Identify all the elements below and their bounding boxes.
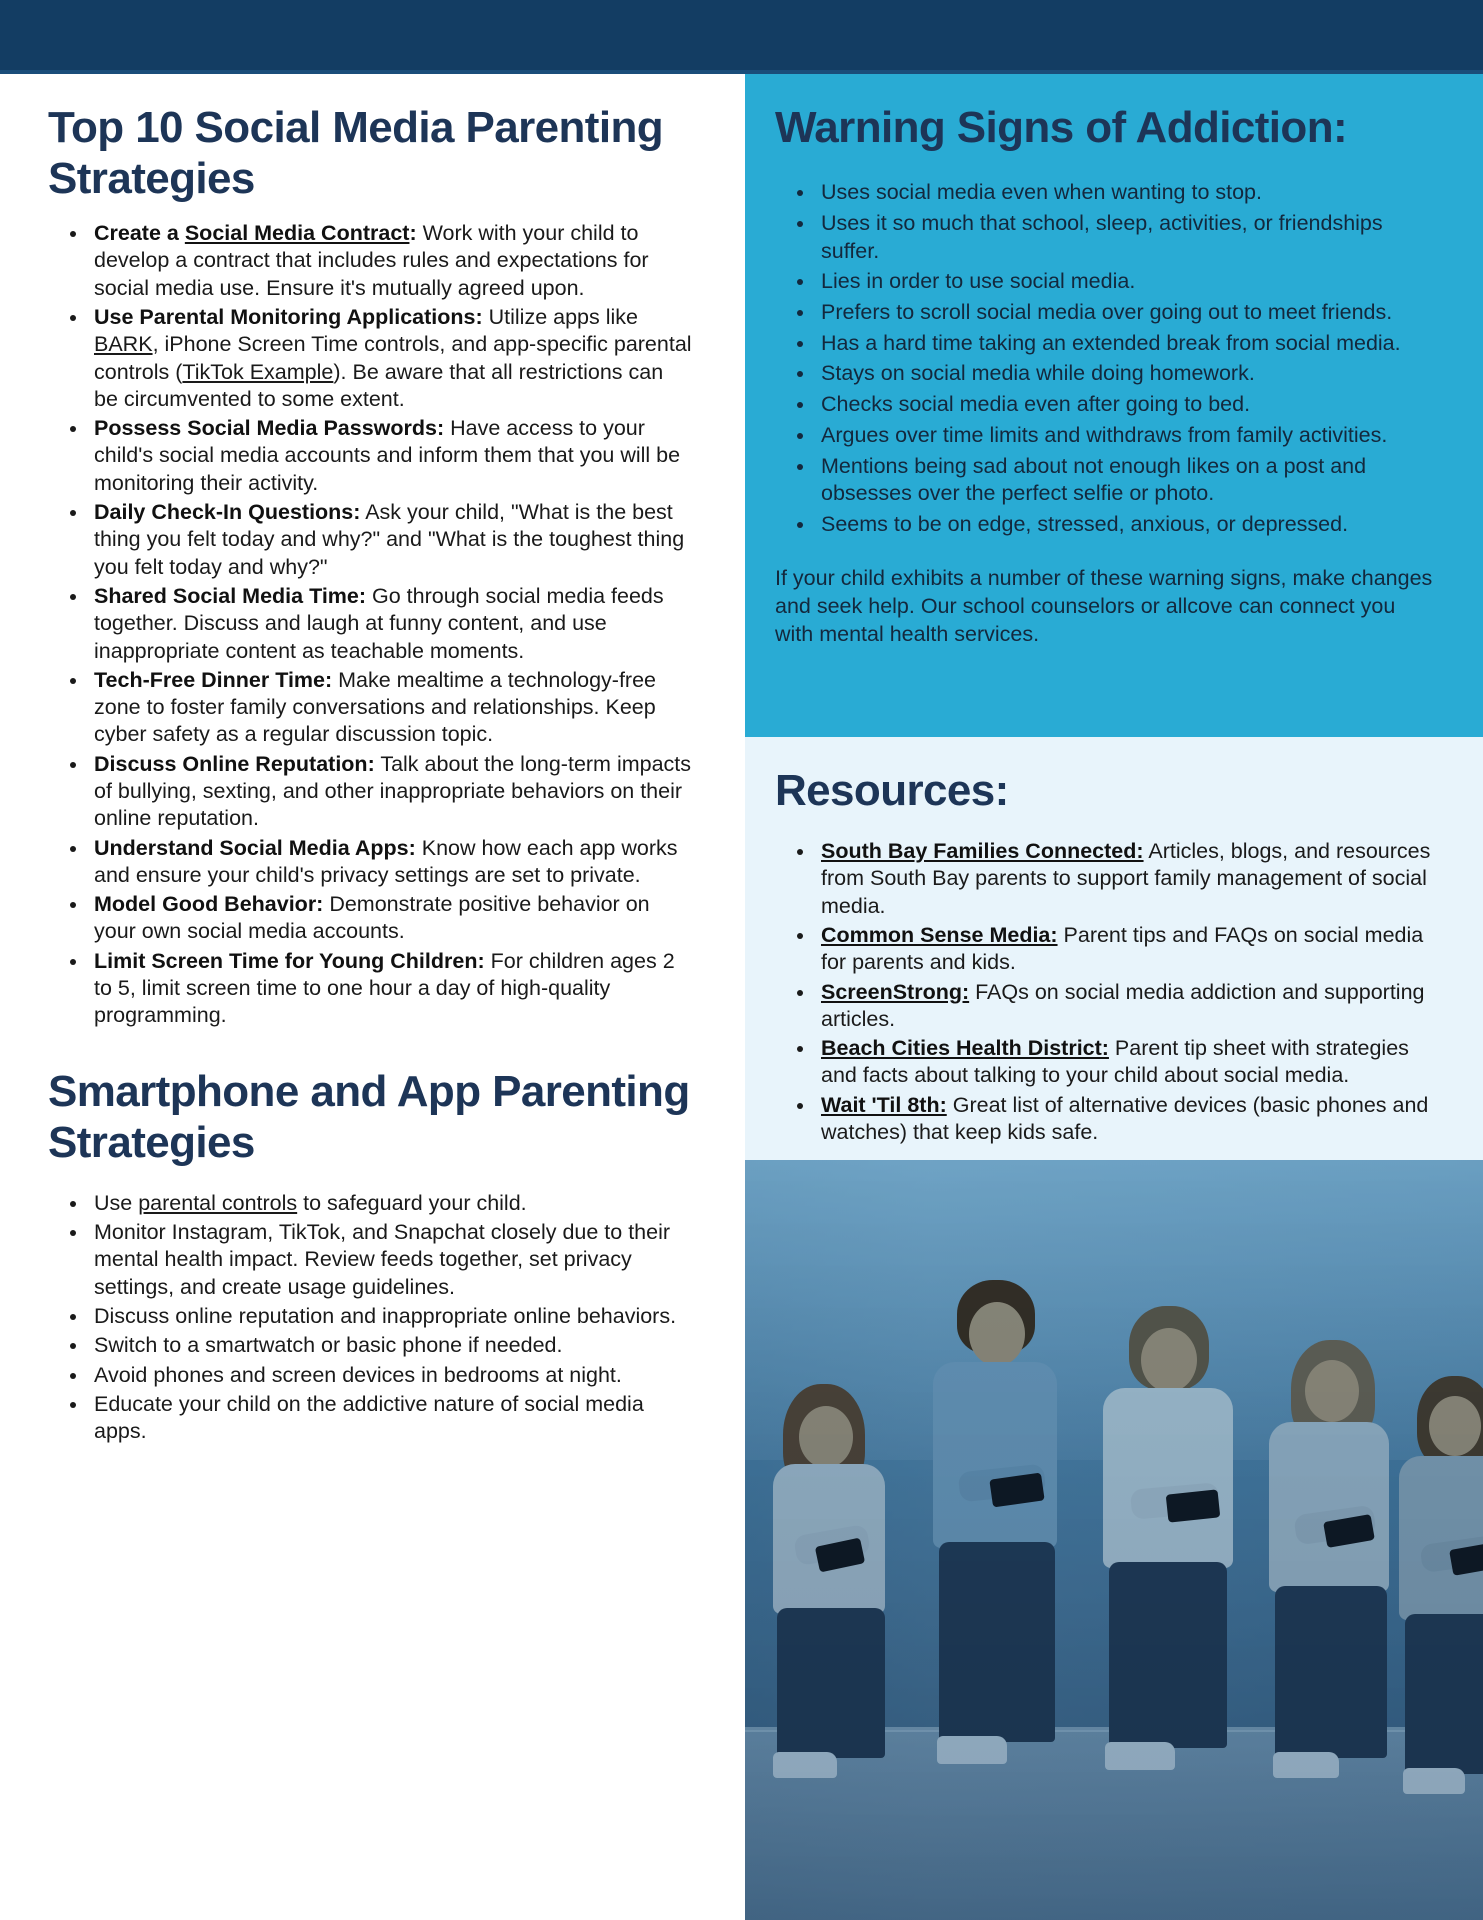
resources-panel	[745, 737, 1483, 1160]
warning-signs-note: If your child exhibits a number of these warning signs, make changes and seek help. Our school counselors or allcove can connect you with mental health services.	[775, 565, 1433, 646]
page-title-smartphone: Smartphone and App Parenting Strategies	[48, 1066, 690, 1167]
strategy-label: Understand Social Media Apps:	[94, 835, 416, 860]
tip-text: Use	[94, 1190, 139, 1215]
bark-link[interactable]: BARK	[94, 332, 153, 357]
parental-controls-link[interactable]: parental controls	[138, 1190, 298, 1215]
list-item	[819, 1035, 1439, 1090]
list-item: Uses it so much that school, sleep, activities, or friendships suffer.	[819, 210, 1439, 265]
list-item	[819, 838, 1439, 920]
tip-text: Discuss online reputation and inappropriate online behaviors.	[94, 1303, 677, 1328]
top-10-strategies-list	[48, 220, 693, 1030]
resources-heading: Resources:	[775, 766, 1009, 815]
strategy-text: Make mealtime a technology-free zone to foster family conversations and relationships. Keep cyber safety as a regular discussion topic.	[94, 667, 656, 747]
resource-text: Parent tip sheet with strategies and facts about talking to your child about social media.	[821, 1036, 1409, 1088]
resource-text: FAQs on social media addiction and supporting articles.	[821, 979, 1425, 1031]
warning-signs-heading: Warning Signs of Addiction:	[775, 103, 1348, 152]
wait-til-8th-link[interactable]: Wait 'Til 8th:	[821, 1092, 947, 1117]
beach-cities-health-district-link[interactable]: Beach Cities Health District:	[821, 1036, 1109, 1061]
strategy-label: Daily Check-In Questions:	[94, 500, 361, 525]
list-item: Mentions being sad about not enough likes on a post and obsesses over the perfect selfie or photo.	[819, 453, 1439, 508]
list-item	[92, 1219, 693, 1301]
list-item	[92, 835, 693, 890]
strategy-label: Shared Social Media Time:	[94, 583, 367, 608]
children-on-phones-photo	[745, 1160, 1483, 1920]
strategy-text: ). Be aware that all restrictions can be circumvented to some extent.	[94, 359, 664, 411]
strategy-text: Go through social media feeds together. Discuss and laugh at funny content, and use inappropriate content as teachable moments.	[94, 583, 664, 663]
strategy-text: For children ages 2 to 5, limit screen time to one hour a day of high-quality programming.	[94, 948, 675, 1028]
list-item	[819, 922, 1439, 977]
list-item	[92, 1362, 693, 1389]
social-media-contract-link[interactable]: Social Media Contract	[184, 221, 410, 246]
list-item	[819, 1092, 1439, 1147]
photo-blue-tint-overlay	[745, 1160, 1483, 1920]
south-bay-families-connected-link[interactable]: South Bay Families Connected:	[821, 839, 1144, 864]
list-item	[92, 891, 693, 946]
smartphone-tips-list	[48, 1190, 693, 1446]
resource-text: Articles, blogs, and resources from South Bay parents to support family management of social media.	[821, 839, 1431, 918]
list-item	[92, 1303, 693, 1330]
resource-text: Parent tips and FAQs on social media for parents and kids.	[821, 922, 1424, 975]
top-navy-bar	[0, 0, 1483, 74]
list-item	[92, 1332, 693, 1359]
tip-text: Monitor Instagram, TikTok, and Snapchat closely due to their mental health impact. Review feeds together, set privacy settings, and create usage guidelines.	[94, 1220, 671, 1299]
strategy-text: Work with your child to develop a contract that includes rules and expectations for social media use. Ensure it's mutually agreed upon.	[94, 221, 649, 300]
strategy-text: Demonstrate positive behavior on your own social media accounts.	[94, 892, 650, 944]
tip-text: Educate your child on the addictive nature of social media apps.	[94, 1391, 644, 1444]
strategy-label: Create a	[94, 221, 185, 246]
strategy-text: Have access to your child's social media accounts and inform them that you will be monitoring their activity.	[94, 416, 681, 495]
list-item	[92, 415, 693, 497]
right-column	[745, 74, 1483, 1920]
strategy-text: Talk about the long-term impacts of bullying, sexting, and other inappropriate behaviors on their online reputation.	[94, 751, 692, 831]
list-item	[92, 304, 693, 413]
list-item: Uses social media even when wanting to stop.	[819, 179, 1439, 207]
list-item	[92, 1190, 693, 1217]
list-item	[92, 751, 693, 833]
strategy-text: Ask your child, "What is the best thing you felt today and why?" and "What is the toughest thing you felt today and why?"	[94, 500, 685, 579]
strategy-label: Tech-Free Dinner Time:	[94, 667, 333, 692]
list-item	[92, 667, 693, 749]
list-item	[92, 220, 693, 302]
tip-text: Avoid phones and screen devices in bedrooms at night.	[94, 1362, 622, 1387]
list-item	[92, 1391, 693, 1446]
screenstrong-link[interactable]: ScreenStrong:	[821, 979, 970, 1004]
page-title-top-10: Top 10 Social Media Parenting Strategies	[48, 103, 664, 204]
strategy-label: Use Parental Monitoring Applications:	[94, 304, 483, 329]
strategy-label: Discuss Online Reputation:	[94, 751, 375, 776]
left-column	[0, 74, 745, 1920]
list-item: Checks social media even after going to bed.	[819, 391, 1439, 419]
strategy-label: Limit Screen Time for Young Children:	[94, 948, 485, 973]
resources-list	[775, 838, 1439, 1146]
warning-signs-list	[775, 179, 1439, 539]
list-item: Argues over time limits and withdraws from family activities.	[819, 422, 1439, 450]
list-item: Lies in order to use social media.	[819, 268, 1439, 296]
list-item: Seems to be on edge, stressed, anxious, or depressed.	[819, 511, 1439, 539]
tip-text: Switch to a smartwatch or basic phone if needed.	[94, 1333, 563, 1358]
common-sense-media-link[interactable]: Common Sense Media:	[821, 922, 1058, 947]
warning-signs-panel	[745, 74, 1483, 737]
list-item	[92, 948, 693, 1030]
list-item: Has a hard time taking an extended break from social media.	[819, 330, 1439, 358]
strategy-text: Utilize apps like	[482, 304, 638, 329]
strategy-label: Model Good Behavior:	[94, 892, 324, 917]
list-item	[92, 583, 693, 665]
strategy-text: , iPhone Screen Time controls, and app-specific parental controls (	[94, 332, 692, 384]
strategy-label-end: :	[409, 221, 417, 246]
tiktok-example-link[interactable]: TikTok Example	[182, 359, 334, 384]
strategy-label: Possess Social Media Passwords:	[94, 416, 445, 441]
list-item	[819, 979, 1439, 1034]
list-item	[92, 499, 693, 581]
list-item: Stays on social media while doing homework.	[819, 360, 1439, 388]
list-item: Prefers to scroll social media over going out to meet friends.	[819, 299, 1439, 327]
strategy-text: Know how each app works and ensure your child's privacy settings are set to private.	[94, 835, 678, 887]
resource-text: Great list of alternative devices (basic phones and watches) that keep kids safe.	[821, 1092, 1429, 1144]
tip-text: to safeguard your child.	[297, 1190, 527, 1215]
